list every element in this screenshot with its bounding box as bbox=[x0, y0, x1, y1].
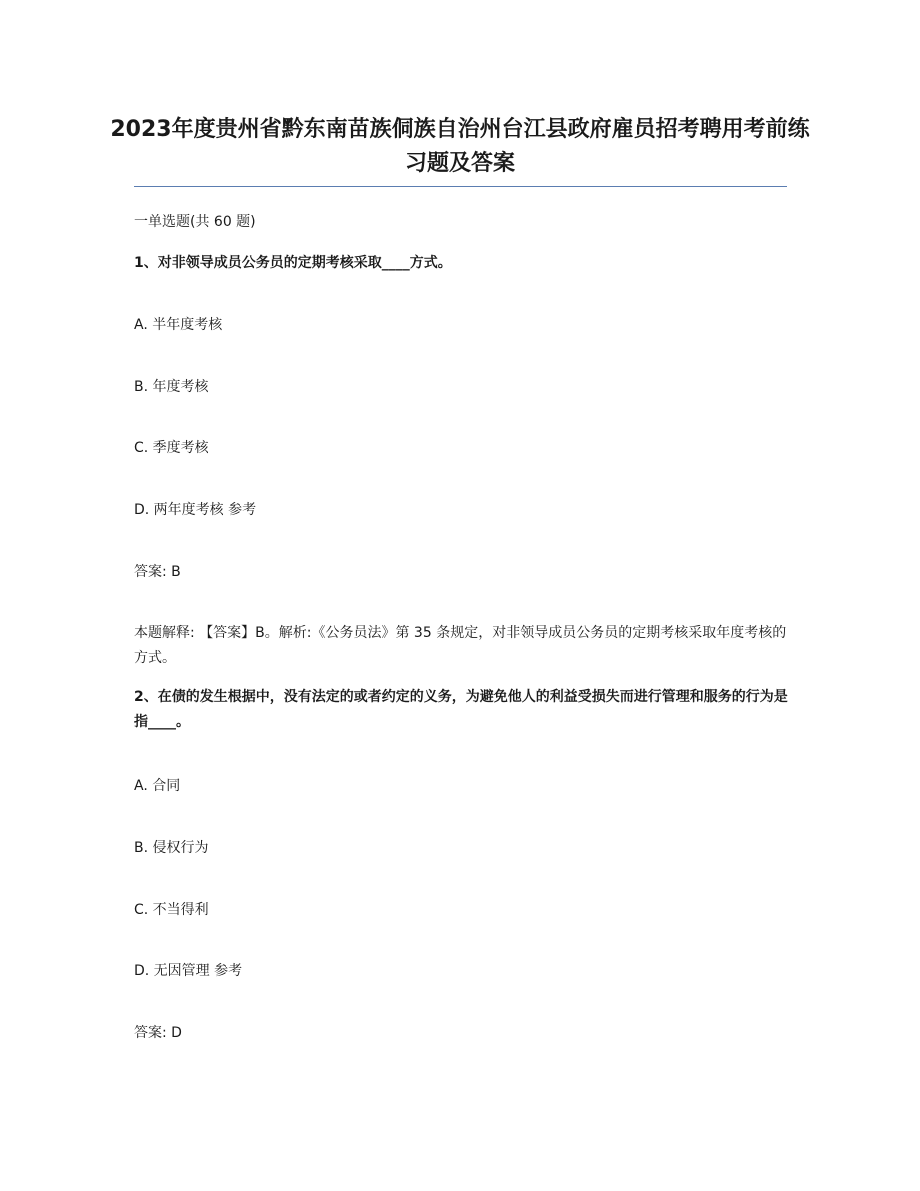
question-2-option-b: B. 侵权行为 bbox=[134, 840, 209, 856]
question-1-option-c: C. 季度考核 bbox=[134, 440, 209, 456]
question-2-option-d: D. 无因管理 参考 bbox=[134, 963, 243, 979]
question-2-answer: 答案: D bbox=[134, 1025, 182, 1041]
question-1-answer: 答案: B bbox=[134, 564, 181, 580]
question-1-option-a: A. 半年度考核 bbox=[134, 317, 223, 333]
question-1-option-b: B. 年度考核 bbox=[134, 379, 209, 395]
question-2-option-c: C. 不当得利 bbox=[134, 902, 209, 918]
question-1-explanation: 本题解释: 【答案】B。解析:《公务员法》第 35 条规定，对非领导成员公务员的定期考核采取年度考核的方式。 bbox=[134, 625, 787, 666]
question-1-stem: 1、对非领导成员公务员的定期考核采取____方式。 bbox=[134, 255, 452, 271]
page-title: 2023年度贵州省黔东南苗族侗族自治州台江县政府雇员招考聘用考前练习题及答案 bbox=[110, 117, 810, 176]
question-1-option-d: D. 两年度考核 参考 bbox=[134, 502, 257, 518]
section-label: 一单选题(共 60 题) bbox=[134, 214, 256, 230]
question-2-stem: 2、在债的发生根据中，没有法定的或者约定的义务，为避免他人的利益受损失而进行管理和服务的行为是指____。 bbox=[134, 689, 788, 730]
question-2-option-a: A. 合同 bbox=[134, 778, 181, 794]
title-divider bbox=[134, 186, 787, 187]
